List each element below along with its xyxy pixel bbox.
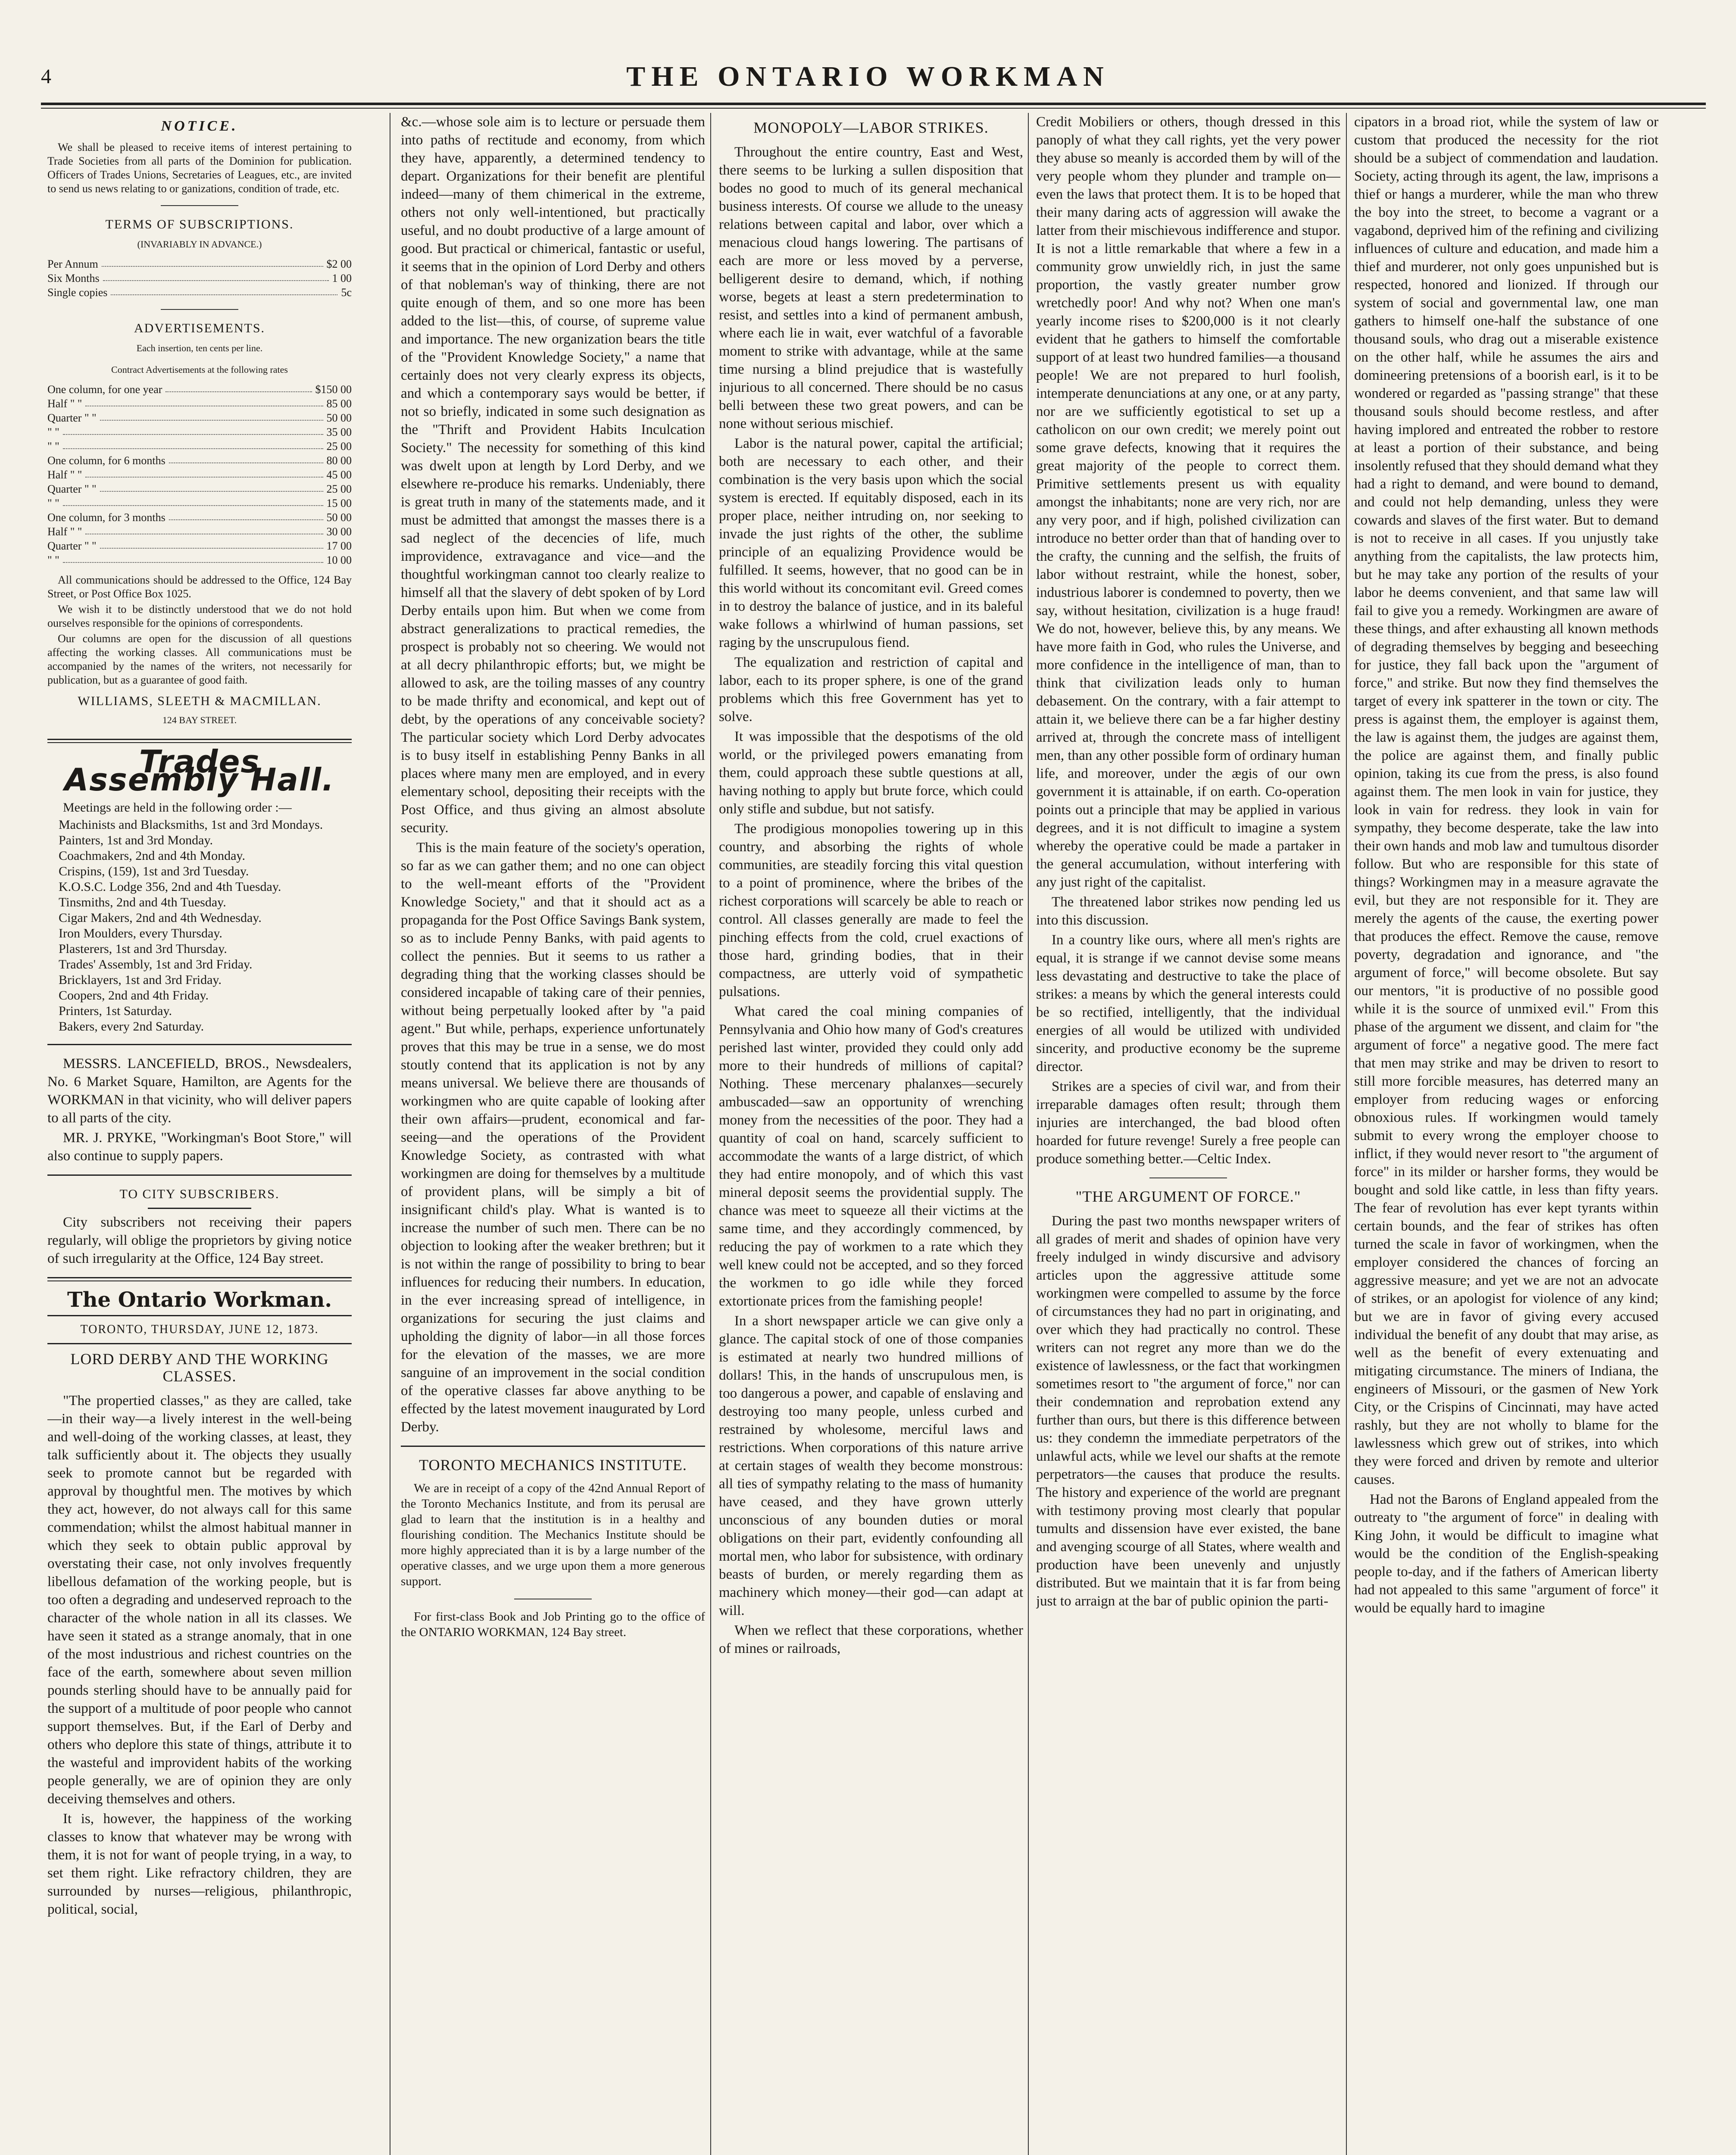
advertisement-rate-value: $150 00	[315, 383, 352, 396]
subscription-rate-row	[47, 285, 352, 300]
subscription-note: (INVARIABLY IN ADVANCE.)	[137, 239, 262, 250]
article-heading-argument-of-force: "THE ARGUMENT OF FORCE."	[1075, 1188, 1301, 1205]
trades-assembly-hall-title: Trades Assembly Hall.	[64, 743, 335, 798]
subscription-rate-value: 1 00	[332, 272, 352, 284]
divider	[47, 1044, 352, 1045]
advertisements-heading: ADVERTISEMENTS.	[134, 321, 265, 335]
divider	[47, 1315, 352, 1316]
advertisement-rate-label: Quarter " "	[47, 483, 97, 495]
meeting-item: Tinsmiths, 2nd and 4th Tuesday.	[59, 895, 226, 909]
advertisement-rate-label: Half " "	[47, 468, 82, 481]
columns-open-para: Our columns are open for the discussion of all questions affecting the working classes. All communications must be accompanied by the names of the writers, not necessarily for publication, but as a guarantee of good faith.	[47, 632, 352, 686]
leader-dots	[100, 539, 323, 549]
advertisement-rate-value: 50 00	[326, 412, 352, 424]
leader-dots	[63, 425, 323, 435]
advertisement-rate-row	[47, 496, 352, 510]
meeting-item: Painters, 1st and 3rd Monday.	[59, 833, 213, 847]
article-heading-mechanics-institute: TORONTO MECHANICS INSTITUTE.	[419, 1456, 687, 1474]
subscription-rate-label: Per Annum	[47, 258, 98, 270]
advertisement-rate-value: 30 00	[326, 525, 352, 538]
article-paragraph: The prodigious monopolies towering up in this country, and absorbing the rights of whole communities, are steadily forcing this vital question to a point of prominence, where the bribes of the richest corporations will scarcely be able to reach or control. All classes generally are made to feel the pinching effects from the cold, cruel exactions of those hard, grinding bodies, that in their compactness, are utterly void of sympathetic pulsations.	[719, 821, 1023, 999]
advertisement-rate-label: " "	[47, 554, 59, 566]
meeting-item: Bakers, every 2nd Saturday.	[59, 1019, 204, 1034]
leader-dots	[85, 525, 323, 534]
article-heading-lord-derby: LORD DERBY AND THE WORKING CLASSES.	[70, 1350, 329, 1385]
article-paragraph: &c.—whose sole aim is to lecture or persuade them into paths of rectitude and economy, from which they have, apparently, a determined tendency to depart. Organizations for their benefit are plentiful indeed—many of them chimerical in the extreme, others not only well-intentioned, but practically useful, and no doubt productive of a large amount of good. But practical or chimerical, fantastic or useful, it seems that in the opinion of Lord Derby and others of that nobleman's way of thinking, there are not quite enough of them, and so one more has been added to the list—this, of course, of supreme value and importance. The new organization bears the title of the "Provident Knowledge Society," a name that certainly does not very clearly express its objects, and which a contemporary says would be better, if not so briefly, indicated in some such designation as the "Thrift and Provident Habits Inculcation Society." The necessity for something of this kind was dwelt upon at length by Lord Derby, and we elsewhere re-produce his remarks. Undeniably, there is great truth in many of the statements made, and it must be admitted that amongst the masses there is a sad neglect of the decencies of life, much improvidence, extravagance and vice—and the thoughtful workingman cannot too clearly realize to himself all that the slavery of debt spoken of by Lord Derby entails upon him. But when we come from abstract generalizations to practical remedies, the prospect is probably not so cheering. We would not at all decry philanthropic efforts; but, we might be allowed to ask, are the toiling masses of any country to be made thrifty and economical, and kept out of debt, by the operations of any conceivable society? The particular society which Lord Derby advocates is to busy itself in establishing Penny Banks in all places where many men are employed, and in every elementary school, depositing their receipts with the Post Office, and thus giving an almost absolute security.	[401, 114, 705, 836]
city-subscribers-notice: City subscribers not receiving their papers regularly, will oblige the proprietors by giving notice of such irregularity at the Office, 124 Bay street.	[47, 1215, 352, 1266]
advertisement-rates	[47, 382, 352, 567]
article-paragraph: It was impossible that the despotisms of the old world, or the privileged powers emanating from them, could approach these subtle questions at all, having nothing to apply but brute force, which could only stifle and subdue, but not satisfy.	[719, 729, 1023, 817]
leader-dots	[165, 382, 312, 392]
advertisement-rate-value: 15 00	[326, 497, 352, 509]
column-1	[47, 113, 352, 2155]
column-5	[1354, 113, 1658, 2155]
article-paragraph: It is, however, the happiness of the working classes to know that whatever may be wrong with them, it is not for want of people trying, in a way, to set them right. Like refractory children, they are surrounded by nurses—religious, philanthropic, political, social,	[47, 1811, 352, 1917]
paper-nameplate: The Ontario Workman.	[67, 1288, 332, 1312]
advertisement-rate-value: 85 00	[326, 397, 352, 410]
masthead-rule	[41, 103, 1706, 105]
advertisement-rate-value: 25 00	[326, 483, 352, 495]
article-paragraph: Throughout the entire country, East and West, there seems to be lurking a sullen disposition that bodes no good to much of its general mechanical business interests. Of course we allude to the uneasy relations between capital and labor, over which a menacious cloud hangs lowering. The partisans of each are more or less moved by a perverse, belligerent desire to demand, which, if nothing worse, begets at least a stern predetermination to resist, and settles into a kind of permanent ambush, where each lie in wait, ever watchful of a favorable moment to strike with advantage, while at the same time nursing a blind prejudice that is wastefully injurious to all concerned. There should be no casus belli between these two great powers, and can be none without serious mischief.	[719, 144, 1023, 431]
publisher-name: WILLIAMS, SLEETH & MACMILLAN.	[78, 694, 322, 708]
column-2	[401, 113, 705, 2155]
article-paragraph: In a short newspaper article we can give only a glance. The capital stock of one of those companies is estimated at nearly two hundred millions of dollars! This, in the hands of unscrupulous men, is too dangerous a power, and capable of enslaving and destroying too many people, unless curbed and restrained by wholesome, merciful laws and restrictions. When corporations of this nature arrive at certain stages of wealth they become monstrous: all ties of sympathy relating to the mass of humanity have ceased, and they have grown utterly unconscious of any bounden duties or moral obligations on their part, evidently confounding all mortal men, who labor for subsistence, with ordinary beasts of burden, or merely regarding them as machinery which money—their god—can adapt at will.	[719, 1313, 1023, 1618]
leader-dots	[111, 285, 337, 295]
leader-dots	[103, 271, 329, 281]
notice-text: We shall be pleased to receive items of interest pertaining to Trade Societies from all parts of the Dominion for publication. Officers of Trades Unions, Secretaries of Leagues, etc., are invited to send us news relating to or ganizations, condition of trade, etc.	[47, 141, 352, 195]
advertisement-rate-row	[47, 553, 352, 567]
advertisement-rate-value: 35 00	[326, 426, 352, 438]
article-paragraph: Credit Mobiliers or others, though dressed in this panoply of what they call rights, yet the very power they abuse so meanly is accorded them by will of the very people whom they plunder and trample on—even the laws that protect them. It is to be hoped that their many daring acts of aggression will awake the latter from their mischievous indifference and stupor. It is not a little remarkable that where a few in a community grow unwieldly rich, in just the same proportion, the vastly greater number grow wretchedly poor! And why not? When one man's yearly income rises to $200,000 is it not clearly evident that he gathers to himself the comfortable support of at least two hundred families—a thousand people! We are not prepared to hurl foolish, intemperate denunciations at any one, or at any party, nor are we sufficiently egotistical to set up a catholicon on our own credit; we merely point out some grave defects, knowing that it requires the great majority of the people to correct them. Primitive settlements present us with equality amongst the inhabitants; none are very rich, nor are any very poor, and if high, polished civilization can introduce no better order than that of handing over to the crafty, the cunning and the selfish, the fruits of labor without restraint, while the honest, sober, industrious laborer is condemned to poverty, then we say, without hesitation, civilization is a huge fraud! We do not, however, believe this, by any means. We have more faith in God, who rules the Universe, and more confidence in the intelligence of man, than to think that civilization leads only to human debasement. On the contrary, with a fair attempt to attain it, we believe there can be a far higher destiny arrived at, through the concrete mass of intelligent men, than any other possible form of ordinary human life, and moreover, under the ægis of our own government it is attainable, if on earth. Co-operation points out a principle that may be applied in various degrees, and it is not difficult to imagine a system whereby the operative could be made a partaker in the general accumulation, without interfering with any just right of the capitalist.	[1036, 114, 1340, 890]
meeting-item: Plasterers, 1st and 3rd Thursday.	[59, 942, 227, 956]
advertisement-rate-label: " "	[47, 426, 59, 438]
leader-dots	[63, 553, 323, 563]
article-paragraph: We are in receipt of a copy of the 42nd Annual Report of the Toronto Mechanics Institute, and from its perusal are glad to learn that the institution is in a healthy and flourishing condition. The Mechanics Institute should be more highly appreciated than it is by a large number of the operative classes, and we urge upon them a more generous support.	[401, 1481, 705, 1588]
leader-dots	[100, 482, 323, 492]
subscription-heading: TERMS OF SUBSCRIPTIONS.	[105, 217, 294, 231]
leader-dots	[102, 257, 323, 267]
leader-dots	[100, 411, 323, 421]
article-paragraph: The equalization and restriction of capital and labor, each to its proper sphere, is one of the grand problems which this free Government has yet to solve.	[719, 655, 1023, 725]
article-paragraph: Had not the Barons of England appealed from the outreaty to "the argument of force" in dealing with King John, it would be difficult to imagine what would be the condition of the English-speaking people to-day, and if the fathers of American liberty had not appealed to this same "argument of force" it would be equally hard to imagine	[1354, 1492, 1658, 1616]
article-paragraph: In a country like ours, where all men's rights are equal, it is strange if we cannot devise some means less devastating and destructive to take the place of strikes: a means by which the general interests could be so rectified, intelligently, that the individual energies of all would be utilized with undivided sincerity, and productive economy be the supreme director.	[1036, 932, 1340, 1074]
advertisement-rate-value: 10 00	[326, 554, 352, 566]
advertisement-rate-value: 25 00	[326, 440, 352, 453]
advertisement-rate-label: Half " "	[47, 397, 82, 410]
leader-dots	[85, 468, 323, 478]
subscription-rate-label: Single copies	[47, 286, 108, 299]
meetings-list	[47, 800, 352, 1034]
meetings-intro: Meetings are held in the following order :—	[63, 800, 292, 815]
city-subscribers-heading: TO CITY SUBSCRIBERS.	[119, 1187, 280, 1201]
masthead-title: THE ONTARIO WORKMAN	[626, 61, 1110, 92]
article-paragraph: Strikes are a species of civil war, and from their irreparable damages often result; through them injuries are interchanged, the bad blood often hoarded for future revenge! Surely a free people can produce something better.—Celtic Index.	[1036, 1079, 1340, 1167]
advertisement-rate-row	[47, 453, 352, 468]
advertisement-rate-label: One column, for 3 months	[47, 511, 165, 524]
dateline: TORONTO, THURSDAY, JUNE 12, 1873.	[80, 1323, 319, 1336]
communications-para: All communications should be addressed to the Office, 124 Bay Street, or Post Office Box 1025.	[47, 574, 352, 600]
column-divider	[1346, 113, 1347, 2155]
article-paragraph: What cared the coal mining companies of Pennsylvania and Ohio how many of God's creatures perished last winter, provided they could only add more to their hundreds of millions of capital? Nothing. These mercenary phalanxes—securely ambuscaded—saw an opportunity of wrenching money from the necessities of the poor. They had a quantity of coal on hand, scarcely sufficient to accommodate the wants of a large district, of which they had entire monopoly, and of which this vast mineral deposit seems the providential supply. The chance was meet to squeeze all their victims at the same time, and they accordingly commenced, by reducing the pay of workmen to a rate which they well knew could not be accepted, and so they forced the workmen to go idle while they forced extortionate prices from the famishing people!	[719, 1004, 1023, 1309]
divider	[47, 1174, 352, 1176]
divider	[47, 739, 352, 743]
divider	[47, 1277, 352, 1281]
meeting-item: Bricklayers, 1st and 3rd Friday.	[59, 973, 222, 987]
masthead-rule-thin	[41, 108, 1706, 109]
meeting-item: K.O.S.C. Lodge 356, 2nd and 4th Tuesday.	[59, 880, 281, 894]
column-3	[719, 113, 1023, 2155]
advertisement-rate-label: " "	[47, 497, 59, 509]
leader-dots	[169, 510, 323, 520]
article-paragraph: cipators in a broad riot, while the system of law or custom that produced the necessity for the riot should be a subject of commendation and laudation. Society, acting through its agent, the law, imprisons a thief or hangs a murderer, while the man who threw the boy into the street, to become a vagrant or a vagabond, deprived him of the refining and civilizing influences of culture and education, and made him a thief and murderer, not only goes unpunished but is respected, honored and lionized. If through our system of social and governmental law, one man gathers to himself one-half the substance of one thousand souls, who drag out a miserable existence on the other half, while he assumes the airs and domineering pretensions of a boorish earl, is it to be wondered or regarded as "passing strange" that these thousand souls should become restless, and after having implored and entreated the robber to restore at least a portion of their substance, and being insolently refused that they should demand what they had a right to demand, and were bound to demand, and could not help demanding, unless they were cowards and slaves of the first water. But to demand is not to receive in all cases. If you unjustly take anything from the capitalists, the law protects him, but he may take any portion of the results of your labor he deems convenient, and that same law will fail to give you a remedy. Workingmen are aware of these things, and after exhausting all known methods of degrading themselves by begging and beseeching for justice, they fall back upon the "argument of force," and strike. But now they find themselves the target of every ink spatterer in the town or city. The press is against them, the employer is against them, the law is against them, the judges are against them, the police are against them, and finally public opinion, taking its cue from the press, is also found against them. The men look in vain for justice, they look in vain for redress. they look in vain for sympathy, they become desperate, take the law into their own hands and mob law and tumultous disorder follow. But who are responsible for this state of things? Workingmen may in a measure agravate the evil, but they are not responsible for it. They are merely the agents of the cause, the exerting power that produces the effect. Remove the cause, remove poverty, degradation and ignorance, and "the argument of force," will become obsolete. But say our mentors, "it is productive of no possible good while it is the source of unmixed evil." From this phase of the argument we dissent, and claim for "the argument of force" a negative good. The mere fact that men may strike and may be driven to resort to still more forcible measures, has deterred many an employer from reducing wages or enforcing obnoxious rules. If workingmen would tamely submit to every wrong the employer choose to inflict, if they would never resort to "the argument of force" in its milder or harsher forms, they would be bought and sold like cattle, in less than fifty years. The fear of revolution has ever kept tyrants within certain bounds, and the fear of strikes has often turned the scale in favor of workingmen, when the employer considered the chances of forcing an aggressive measure; and yet we are not an advocate of strikes, or an apologist for violence of any kind; but we are in favor of giving every accused individual the benefit of any doubt that may arise, as well as the benefit of every extenuating and mitigating circumstance. The miners of Indiana, the engineers of Missouri, or the gasmen of New York City, or the Crispins of Cincinnati, may have acted rashly, but they are not wholly to blame for the lawlessness which grew out of strikes, into which they were forced and driven by remote and ulterior causes.	[1354, 114, 1658, 1487]
divider	[148, 1208, 251, 1209]
advertisement-rate-row	[47, 382, 352, 397]
divider	[1149, 1177, 1227, 1178]
article-paragraph: This is the main feature of the society's operation, so far as we can gather them; and no one can object to the well-meant efforts of the "Provident Knowledge Society," and that it should act as a propaganda for the Post Office Savings Bank system, so as to include Penny Banks, with paid agents to collect the pennies. But it seems to us rather a degrading thing that the working classes should be considered incapable of taking care of their pennies, without being perpetually looked after by "a paid agent." But while, perhaps, experience unfortunately proves that this may be true in a sense, we do most stoutly contend that its application is not by any means universal. We believe there are thousands of workingmen who are quite capable of looking after their own affairs—prudent, economical and far-seeing—and the operations of the Provident Knowledge Society, as contrasted with what workingmen are doing for themselves by a multitude of provident plans, will be simply a bit of insignificant child's play. What is wanted is to increase the number of such men. There can be no objection to looking after the weaker brethren; but it is not within the range of possibility to bring to bear influences for reducing their numbers. In education, in the ever increasing spread of intelligence, in organizations for securing the just claims and upholding the dignity of labor—in all those forces for the elevation of the masses, we are more sanguine of an improvement in the social condition of the operative classes far above anything to be effected by the latest movement inaugurated by Lord Derby.	[401, 840, 705, 1435]
pryke-notice: MR. J. PRYKE, "Workingman's Boot Store," will also continue to supply papers.	[47, 1130, 352, 1164]
article-heading-monopoly: MONOPOLY—LABOR STRIKES.	[753, 119, 989, 136]
meeting-item: Coachmakers, 2nd and 4th Monday.	[59, 849, 245, 863]
subscription-rate-value: 5c	[341, 286, 352, 299]
printing-notice: For first-class Book and Job Printing go to the office of the ONTARIO WORKMAN, 124 Bay street.	[401, 1610, 705, 1639]
article-paragraph: When we reflect that these corporations, whether of mines or railroads,	[719, 1623, 1023, 1656]
advertisements-contract-note: Contract Advertisements at the following rates	[111, 364, 288, 375]
article-paragraph: "The propertied classes," as they are called, take—in their way—a lively interest in the well-being and well-doing of the working classes, at least, they talk sufficiently about it. The objects they usually seek to promote cannot but be regarded with approval by thoughtful men. The motives by which they act, however, do not always call for this same commendation; whilst the almost habitual manner in which they seek to obtain public approval by overstating their case, not only involves frequently libellous defamation of the working people, but is too often a degrading and undeserved reproach to the character of the whole nation in all its classes. We have seen it stated as a strange anomaly, that in one of the most industrious and richest countries on the face of the earth, somewhere about seven million pounds sterling should have to be annually paid for the support of a multitude of poor people who cannot support themselves. But, if the Earl of Derby and others who deplore this state of things, attribute it to the wasteful and improvident habits of the working people generally, we are of opinion they are only deceiving themselves and others.	[47, 1393, 352, 1807]
divider	[161, 309, 238, 310]
advertisement-rate-row	[47, 482, 352, 496]
column-divider	[1028, 113, 1029, 2155]
article-paragraph: The threatened labor strikes now pending led us into this discussion.	[1036, 894, 1340, 928]
meeting-item: Coopers, 2nd and 4th Friday.	[59, 988, 209, 1003]
advertisement-rate-label: One column, for 6 months	[47, 454, 165, 467]
advertisement-rate-value: 45 00	[326, 468, 352, 481]
notice-heading: NOTICE.	[161, 118, 238, 134]
advertisement-rate-value: 50 00	[326, 511, 352, 524]
advertisement-rate-row	[47, 411, 352, 425]
advertisement-rate-row	[47, 425, 352, 439]
divider	[401, 1446, 705, 1447]
advertisement-rate-row	[47, 510, 352, 525]
advertisement-rate-label: Half " "	[47, 525, 82, 538]
subscription-rate-row	[47, 271, 352, 285]
page-number: 4	[41, 65, 51, 88]
advertisements-note: Each insertion, ten cents per line.	[136, 343, 263, 353]
advertisement-rate-label: Quarter " "	[47, 540, 97, 552]
agents-notice: MESSRS. LANCEFIELD, BROS., Newsdealers, No. 6 Market Square, Hamilton, are Agents for the WORKMAN in that vicinity, who will deliver papers to all parts of the city.	[47, 1056, 352, 1126]
meeting-item: Trades' Assembly, 1st and 3rd Friday.	[59, 957, 253, 971]
column-divider	[710, 113, 711, 2155]
subscription-rates	[47, 257, 352, 300]
advertisement-rate-row	[47, 468, 352, 482]
divider	[161, 205, 238, 206]
advertisement-rate-value: 17 00	[326, 540, 352, 552]
meeting-item: Machinists and Blacksmiths, 1st and 3rd Mondays.	[59, 818, 323, 832]
leader-dots	[63, 439, 323, 449]
subscription-rate-label: Six Months	[47, 272, 100, 284]
advertisement-rate-row	[47, 439, 352, 453]
leader-dots	[85, 397, 323, 406]
responsibility-para: We wish it to be distinctly understood that we do not hold ourselves responsible for the opinions of correspondents.	[47, 603, 352, 629]
divider	[47, 1343, 352, 1344]
meeting-item: Crispins, (159), 1st and 3rd Tuesday.	[59, 864, 249, 878]
advertisement-rate-label: " "	[47, 440, 59, 453]
advertisement-rate-row	[47, 539, 352, 553]
advertisement-rate-label: Quarter " "	[47, 412, 97, 424]
article-paragraph: Labor is the natural power, capital the artificial; both are necessary to each other, and their combination is the very basis upon which the social system is erected. If equitably disposed, each in its proper place, neither intruding on, nor seeking to invade the just rights of the other, the sublime principle of an equalizing Providence would be fulfilled. It seems, however, that no good can be in this world without its concomitant evil. Greed comes in to destroy the balance of justice, and in its baleful wake follows a whirlwind of human passions, set raging by the unscrupulous fiend.	[719, 436, 1023, 650]
advertisement-rate-value: 80 00	[326, 454, 352, 467]
leader-dots	[63, 496, 323, 506]
meeting-item: Cigar Makers, 2nd and 4th Wednesday.	[59, 911, 262, 925]
advertisement-rate-row	[47, 397, 352, 411]
meeting-item: Iron Moulders, every Thursday.	[59, 926, 222, 940]
leader-dots	[169, 453, 323, 463]
subscription-rate-value: $2 00	[326, 258, 352, 270]
advertisement-rate-row	[47, 525, 352, 539]
publisher-address: 124 BAY STREET.	[162, 715, 237, 725]
advertisement-rate-label: One column, for one year	[47, 383, 162, 396]
article-paragraph: During the past two months newspaper writers of all grades of merit and shades of opinion have very freely indulged in windy discursive and advisory articles upon the aggressive attitude some workingmen were compelled to assume by the force of circumstances they had no part in originating, and over which they had practically no control. These writers can not regret any more than we do the existence of lawlessness, or the fact that workingmen sometimes resort to "the argument of force," nor can their condemnation and reprobation extend any further than ours, but there is this difference between us: they condemn the immediate perpetrators of the unlawful acts, while we level our shafts at the remote perpetrators—the causes that produce the results. The history and experience of the world are pregnant with testimony proving most clearly that popular tumults and dissension have ever existed, the bane and avenging scourge of all States, where wealth and production have been unevenly and unjustly distributed. But we maintain that it is far from being just to arraign at the bar of public opinion the parti-	[1036, 1213, 1340, 1609]
column-4	[1036, 113, 1340, 2155]
meeting-item: Printers, 1st Saturday.	[59, 1004, 172, 1018]
subscription-rate-row	[47, 257, 352, 271]
